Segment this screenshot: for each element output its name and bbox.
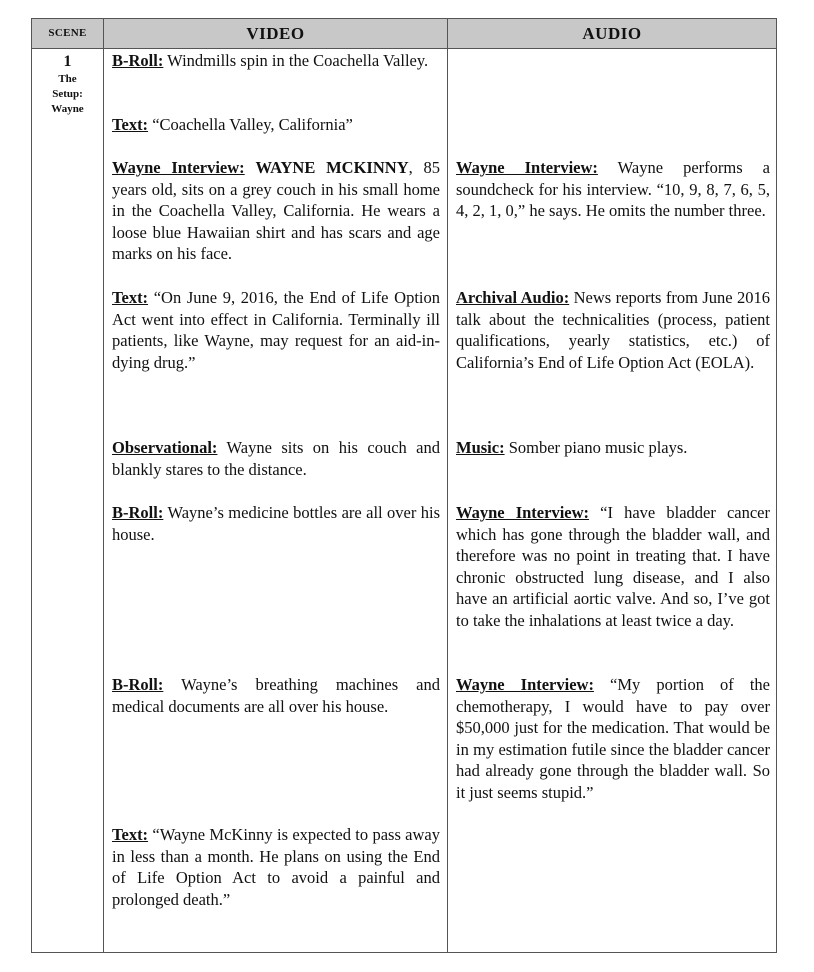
video-text: Windmills spin in the Coachella Valley. <box>167 51 429 70</box>
audio-tag: Wayne Interview: <box>456 158 598 177</box>
column-divider <box>103 19 104 952</box>
table-header <box>32 19 776 49</box>
audio-text: Somber piano music plays. <box>508 438 688 457</box>
video-text: , 85 years old, sits on a grey couch in his small home in the Coachella Valley, California. He wears a loose blue Hawaiian shirt and has scars and age marks on his face. <box>112 158 440 263</box>
audio-tag: Archival Audio: <box>456 288 570 307</box>
video-tag: Text: <box>112 115 149 134</box>
video-block <box>112 114 440 136</box>
audio-text: News reports from June 2016 talk about the technicalities (process, patient qualifications, yearly statistics, etc.) of California’s End of Life Option Act (EOLA). <box>456 288 771 372</box>
scene-cell <box>32 53 103 116</box>
header-audio: AUDIO <box>582 24 642 43</box>
scene-label-2: Setup: <box>52 88 83 100</box>
video-block <box>112 50 440 72</box>
video-text: “On June 9, 2016, the End of Life Option Act went into effect in California. Terminally ill patients, like Wayne, may request for an aid-in-dying drug.” <box>112 288 440 372</box>
video-text: “Wayne McKinny is expected to pass away in less than a month. He plans on using the End of Life Option Act to avoid a painful and prolonged death.” <box>112 825 440 909</box>
header-scene: SCENE <box>48 27 87 39</box>
video-text: “Coachella Valley, California” <box>152 115 353 134</box>
audio-block <box>456 674 770 803</box>
video-tag: Wayne Interview: <box>112 158 245 177</box>
video-tag: Observational: <box>112 438 218 457</box>
subject-name: WAYNE MCKINNY <box>255 158 409 177</box>
video-block <box>112 502 440 545</box>
audio-text: Wayne performs a soundcheck for his interview. “10, 9, 8, 7, 6, 5, 4, 2, 1, 0,” he says. He omits the number three. <box>456 158 770 220</box>
header-video: VIDEO <box>246 24 305 43</box>
audio-block <box>456 157 770 222</box>
script-table <box>31 18 777 953</box>
audio-tag: Wayne Interview: <box>456 503 590 522</box>
video-tag: Text: <box>112 288 149 307</box>
video-tag: B-Roll: <box>112 503 164 522</box>
video-tag: B-Roll: <box>112 51 164 70</box>
audio-tag: Music: <box>456 438 505 457</box>
video-block <box>112 437 440 480</box>
video-block <box>112 287 440 373</box>
video-block <box>112 824 440 910</box>
scene-label-3: Wayne <box>51 103 84 115</box>
column-divider <box>447 19 448 952</box>
audio-text: “My portion of the chemotherapy, I would have to pay over $50,000 just for the medication. That would be in my estimation futile since the bladder cancer had already gone through the bladder wall. So it just seems stupid.” <box>456 675 771 802</box>
audio-block <box>456 437 770 459</box>
video-tag: B-Roll: <box>112 675 164 694</box>
audio-block <box>456 287 770 373</box>
video-tag: Text: <box>112 825 149 844</box>
audio-tag: Wayne Interview: <box>456 675 594 694</box>
scene-number: 1 <box>63 53 72 70</box>
video-block <box>112 157 440 265</box>
audio-text: “I have bladder cancer which has gone through the bladder wall, and therefore was no point in treating that. I have chronic obstructed lung disease, and I also have an artificial aortic valve. And so, I’ve got to take the inhalations at least twice a day. <box>456 503 771 630</box>
video-text: Wayne’s medicine bottles are all over his house. <box>112 503 441 544</box>
video-text: Wayne’s breathing machines and medical documents are all over his house. <box>112 675 440 716</box>
scene-label-1: The <box>58 73 77 85</box>
audio-block <box>456 502 770 631</box>
video-text: Wayne sits on his couch and blankly stares to the distance. <box>112 438 441 479</box>
video-block <box>112 674 440 717</box>
